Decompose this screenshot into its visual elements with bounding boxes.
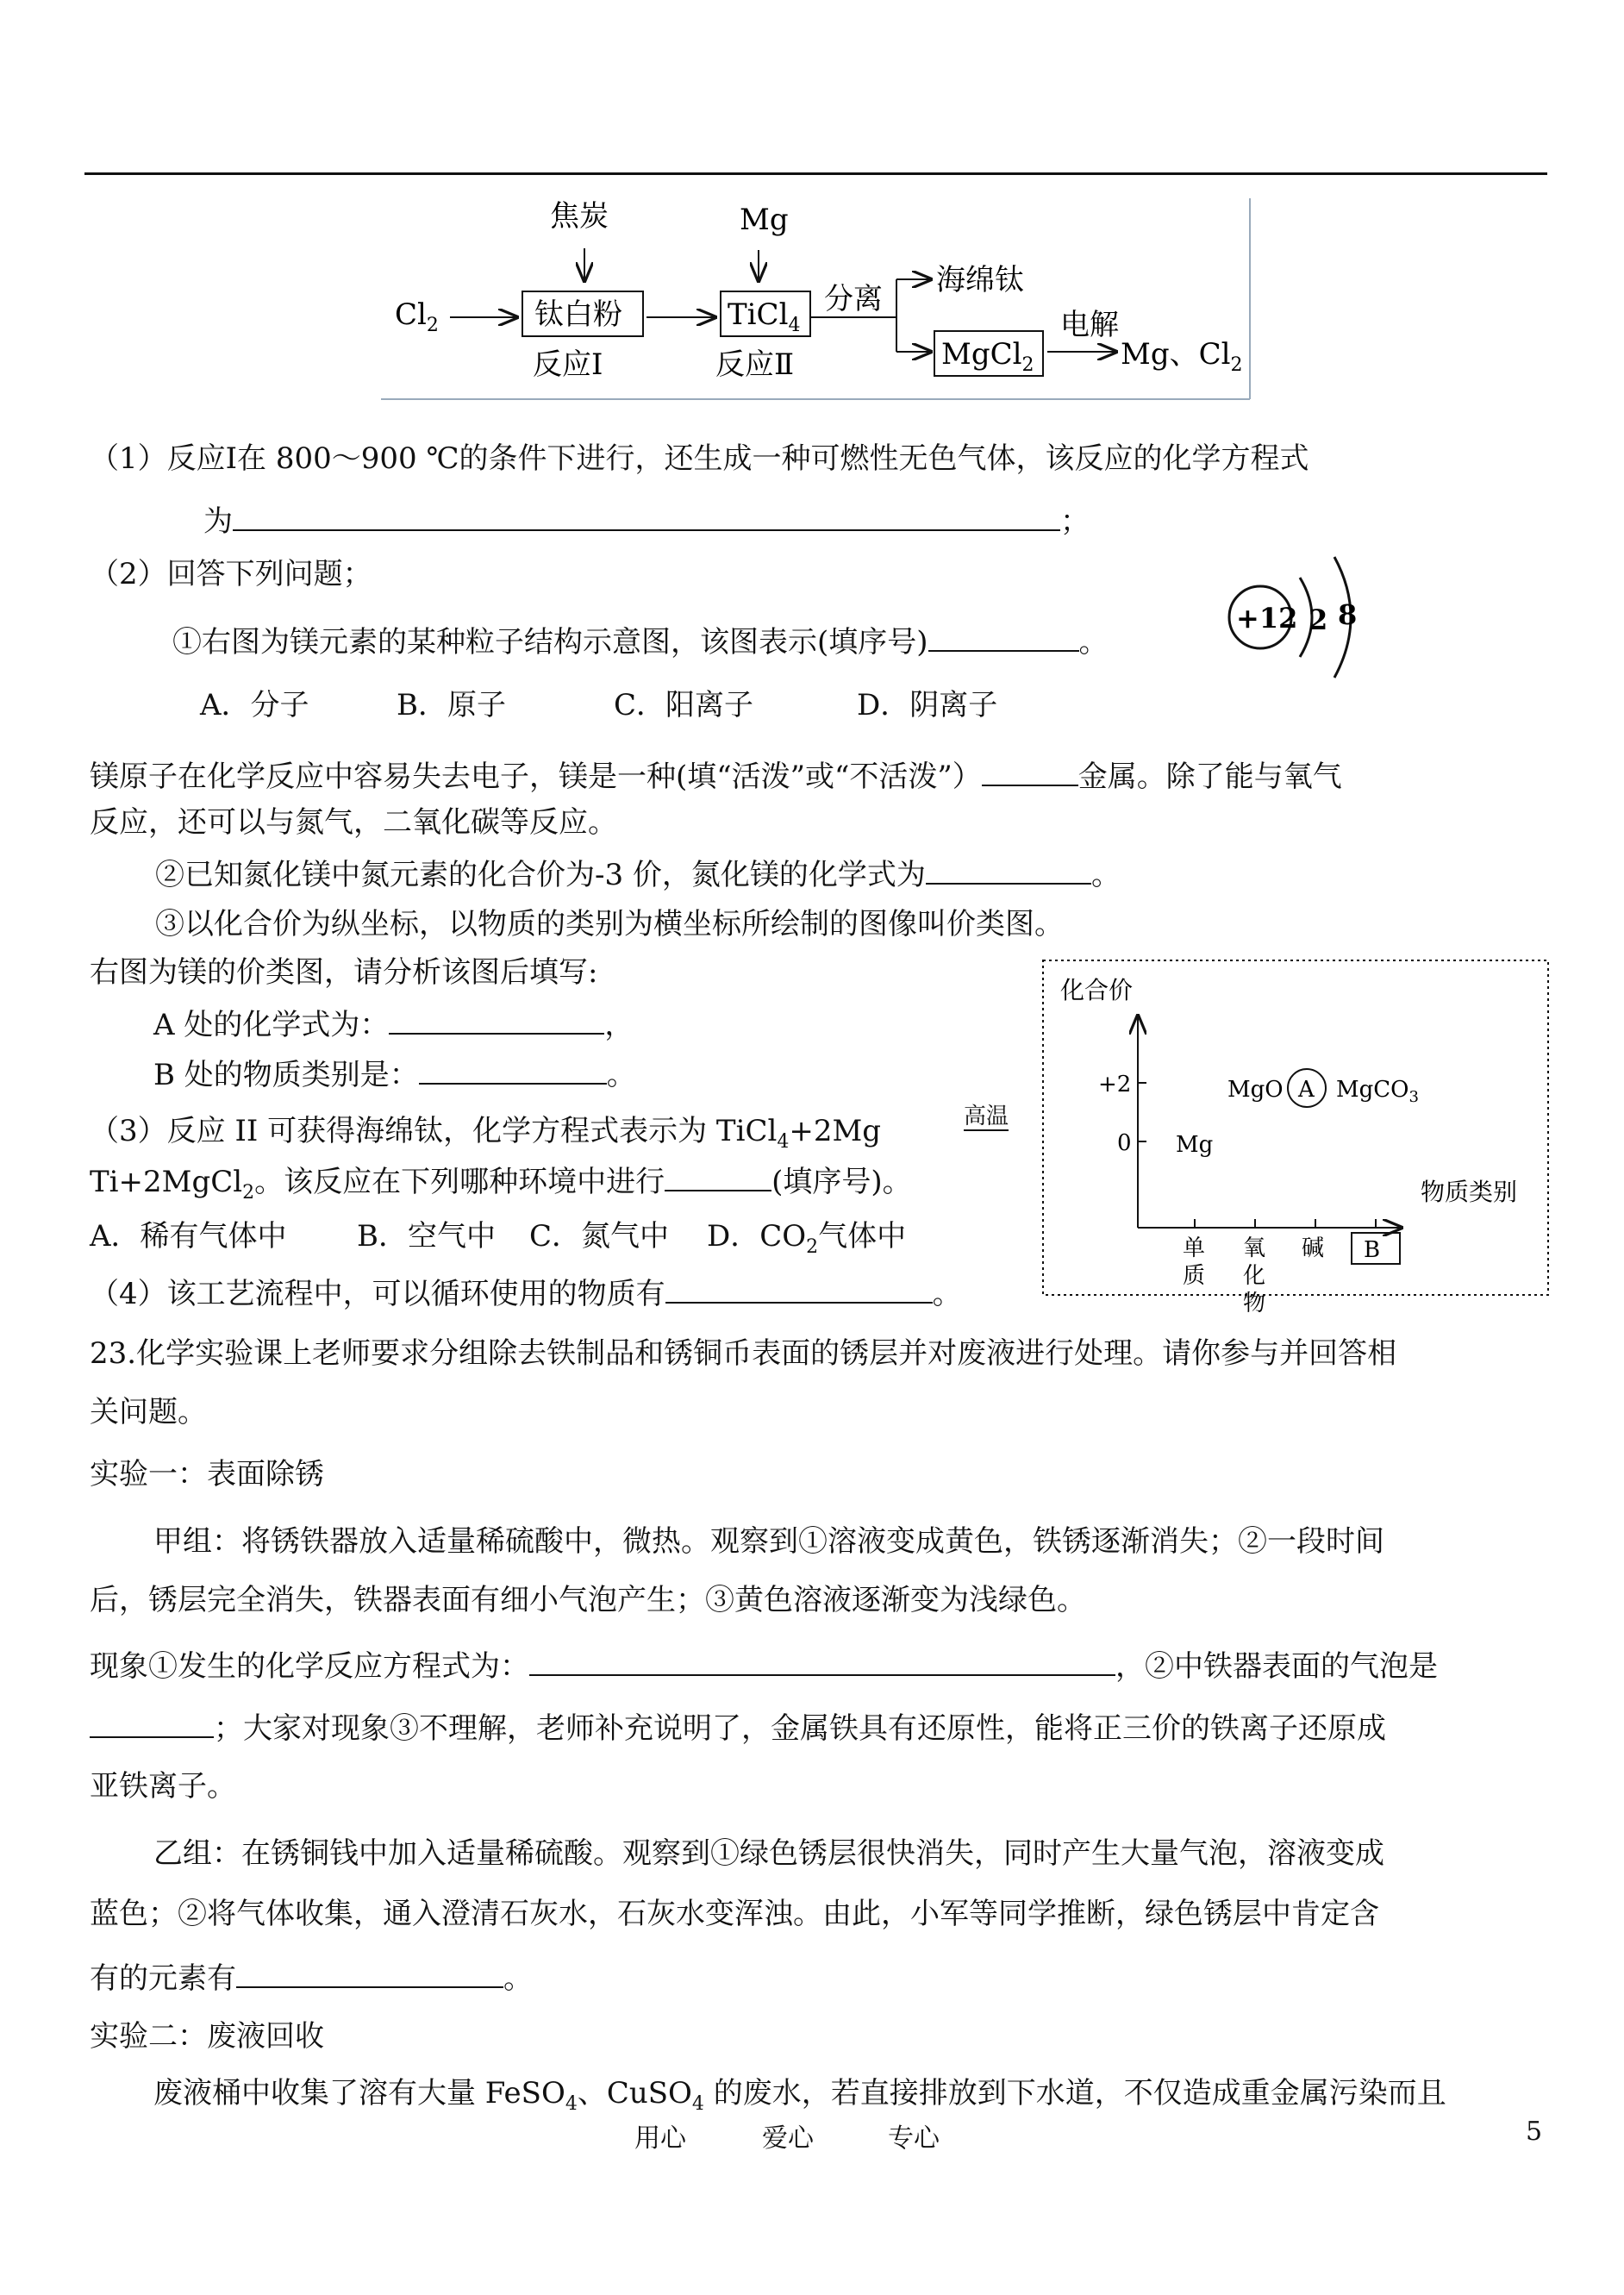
- q23-xian2: ；大家对现象③不理解，老师补充说明了，金属铁具有还原性，能将正三价的铁离子还原成: [90, 1707, 1386, 1748]
- q23-xian3: 亚铁离子。: [90, 1769, 236, 1804]
- svg-text:单: 单: [1183, 1235, 1206, 1261]
- chart-category-oxide: [1243, 1235, 1265, 1316]
- chart-category-danzhi: [1183, 1235, 1205, 1289]
- svg-text:质: 质: [1183, 1263, 1206, 1289]
- flow-cl2: $Cl_2$: [395, 297, 439, 336]
- flow-fanying1: 反应Ⅰ: [533, 347, 603, 382]
- chart-point-mgco3: MgCO$_3$: [1336, 1077, 1419, 1106]
- q2-sub1-blank[interactable]: [928, 621, 1079, 652]
- flow-dianjie: 电解: [1060, 308, 1119, 342]
- flow-haimiantai: 海绵钛: [936, 263, 1024, 297]
- q2-title: （2）回答下列问题；: [90, 557, 372, 591]
- svg-text:化: 化: [1243, 1263, 1266, 1289]
- q2-b-line: B 处的物质类别是： 。: [153, 1054, 636, 1094]
- q23-line2: 关问题。: [90, 1395, 207, 1429]
- chart-ytick-plus2: +2: [1098, 1072, 1132, 1097]
- flow-fenli: 分离: [824, 282, 883, 316]
- footer-aixin: 爱心: [762, 2123, 814, 2154]
- q2-option-b: B．原子: [397, 688, 506, 722]
- svg-text:物: 物: [1243, 1291, 1266, 1316]
- q1-line2: 为 ；: [203, 500, 1090, 541]
- q23-exp2: 实验二：废液回收: [90, 2019, 324, 2054]
- q23-element-blank[interactable]: [236, 1957, 503, 1988]
- chart-point-mgo: MgO: [1227, 1077, 1284, 1103]
- q23-bubble-blank[interactable]: [90, 1707, 214, 1738]
- q2-mg-text2: 反应，还可以与氮气，二氧化碳等反应。: [90, 805, 617, 840]
- q2-a-blank[interactable]: [389, 1004, 604, 1035]
- q23-yi1: 乙组：在锈铜钱中加入适量稀硫酸。观察到①绿色锈层很快消失，同时产生大量气泡，溶液变成: [153, 1836, 1384, 1871]
- flow-ticl4: TiCl$_4$: [728, 297, 801, 336]
- mg-particle-structure-diagram: [1222, 552, 1395, 664]
- atom-shell2: 8: [1338, 598, 1358, 631]
- flow-mgcl2: MgCl$_2$: [941, 337, 1034, 376]
- q3-opt-d: D．$CO_2$气体中: [707, 1219, 907, 1258]
- q23-fei1: 废液桶中收集了溶有大量 FeSO$_4$、CuSO$_4$ 的废水，若直接排放到下水道，不仅造成重金属污染而且: [153, 2076, 1446, 2115]
- flow-mg: Mg: [740, 203, 789, 237]
- atom-shell1: 2: [1309, 603, 1328, 636]
- q2-sub1: ①右图为镁元素的某种粒子结构示意图，该图表示(填序号) 。: [172, 621, 1109, 661]
- q2-option-c: C．阳离子: [614, 688, 754, 722]
- q23-exp1: 实验一：表面除锈: [90, 1457, 324, 1491]
- chart-category-b: B: [1364, 1237, 1381, 1263]
- q3-blank[interactable]: [665, 1160, 771, 1191]
- chart-category-base: 碱: [1302, 1235, 1325, 1261]
- chart-point-a: A: [1298, 1077, 1315, 1103]
- q3-gaowen: 高温: [964, 1104, 1009, 1129]
- q23-yi3: 有的元素有 。: [90, 1957, 533, 1998]
- footer-zhuanxin: 专心: [888, 2123, 940, 2154]
- q1-line1: （1）反应Ⅰ在 800～900 ℃的条件下进行，还生成一种可燃性无色气体，该反应的化学方程式: [90, 441, 1309, 476]
- header-rule: [84, 172, 1547, 175]
- q2-option-d: D．阴离子: [857, 688, 998, 722]
- q4-line: （4）该工艺流程中，可以循环使用的物质有 。: [90, 1273, 962, 1313]
- q3-line2: Ti+2MgCl$_2$。该反应在下列哪种环境中进行 (填序号)。: [90, 1160, 912, 1212]
- flow-jiaotan: 焦炭: [550, 199, 609, 234]
- chart-xlabel: 物质类别: [1421, 1178, 1518, 1206]
- valence-category-chart: [1041, 959, 1550, 1316]
- q4-blank[interactable]: [665, 1273, 933, 1304]
- q2-a-line: A 处的化学式为： ，: [153, 1004, 634, 1044]
- footer-yongxin: 用心: [634, 2123, 686, 2154]
- q3-opt-c: C．氮气中: [529, 1219, 670, 1254]
- atom-nucleus: +12: [1236, 602, 1298, 635]
- q23-xian1: 现象①发生的化学反应方程式为： ，②中铁器表面的气泡是: [90, 1645, 1438, 1685]
- q2-sub3-2: 右图为镁的价类图，请分析该图后填写:: [90, 955, 598, 990]
- q2-b-blank[interactable]: [419, 1054, 607, 1085]
- q3-opt-b: B．空气中: [357, 1219, 496, 1254]
- q1-answer-blank[interactable]: [233, 500, 1060, 531]
- q3-opt-a: A．稀有气体中: [90, 1219, 287, 1254]
- q2-option-a: A．分子: [200, 688, 309, 722]
- q2-sub2: ②已知氮化镁中氮元素的化合价为-3 价，氮化镁的化学式为 。: [155, 854, 1121, 894]
- q2-sub2-blank[interactable]: [926, 854, 1091, 885]
- process-flow-diagram: [379, 197, 1259, 403]
- q3-line1: （3）反应 II 可获得海绵钛，化学方程式表示为 TiCl$_4$+2Mg: [90, 1114, 882, 1153]
- chart-ylabel: 化合价: [1060, 976, 1134, 1004]
- flow-fanying2: 反应Ⅱ: [715, 347, 795, 382]
- q23-jia1: 甲组：将锈铁器放入适量稀硫酸中，微热。观察到①溶液变成黄色，铁锈逐渐消失；②一段时间: [153, 1524, 1384, 1559]
- flow-product: Mg、$Cl_2$: [1121, 337, 1243, 376]
- flow-taibaifen: 钛白粉: [534, 297, 622, 332]
- q23-equation-blank[interactable]: [529, 1645, 1115, 1676]
- page-number: 5: [1526, 2117, 1543, 2147]
- q23-jia2: 后，锈层完全消失，铁器表面有细小气泡产生；③黄色溶液逐渐变为浅绿色。: [90, 1583, 1086, 1617]
- q2-sub3: ③以化合价为纵坐标，以物质的类别为横坐标所绘制的图像叫价类图。: [155, 907, 1064, 941]
- chart-ytick-0: 0: [1117, 1130, 1132, 1156]
- chart-point-mg: Mg: [1176, 1132, 1214, 1158]
- q2-active-blank[interactable]: [982, 755, 1078, 786]
- svg-text:氧: 氧: [1243, 1235, 1266, 1261]
- q2-mg-text1: 镁原子在化学反应中容易失去电子，镁是一种(填“活泼”或“不活泼”） 金属。除了能与氧气: [90, 755, 1342, 796]
- q23-yi2: 蓝色；②将气体收集，通入澄清石灰水，石灰水变浑浊。由此，小军等同学推断，绿色锈层中肯定含: [90, 1897, 1379, 1931]
- q23-line1: 23.化学实验课上老师要求分组除去铁制品和锈铜币表面的锈层并对废液进行处理。请你参与并回答相: [90, 1336, 1397, 1371]
